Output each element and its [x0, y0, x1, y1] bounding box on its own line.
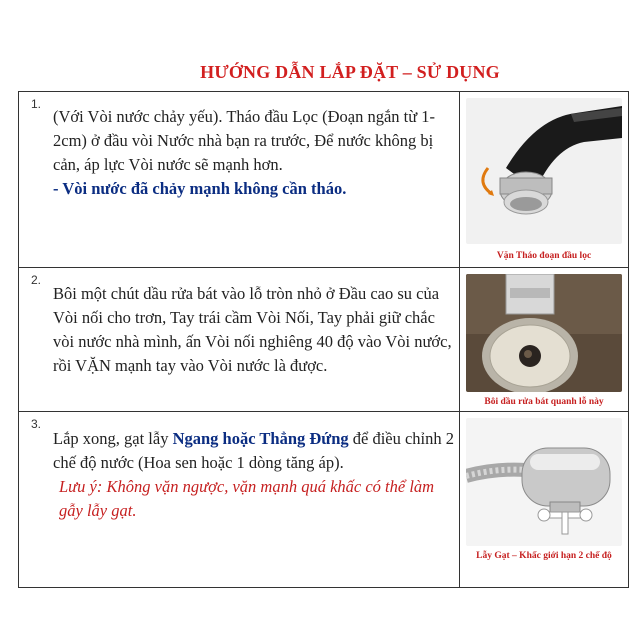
step-3-text-before: Lắp xong, gạt lẫy [53, 429, 173, 448]
lever-photo [466, 418, 622, 546]
step-1-text-cell [19, 92, 460, 268]
step-3 [19, 412, 459, 523]
faucet-filter-illustration [466, 98, 622, 244]
step-3-highlight: Ngang hoặc Thẳng Đứng [172, 429, 349, 448]
lever-illustration [466, 418, 622, 546]
faucet-filter-photo [466, 98, 622, 244]
step-2-image-caption: Bôi dầu rửa bát quanh lỗ này [484, 397, 604, 407]
step-2 [19, 268, 459, 378]
step-1-image-cell [460, 92, 629, 268]
step-row-2 [19, 268, 629, 412]
step-1-text: (Với Vòi nước chảy yếu). Tháo đầu Lọc (Đoạn ngắn từ 1-2cm) ở đầu vòi Nước nhà bạn ra trước, Để nước không bị cản, áp lực Vòi nước sẽ mạnh hơn. [53, 107, 436, 174]
step-2-number: 2. [31, 273, 42, 287]
step-3-image-cell [460, 412, 629, 588]
step-1 [19, 92, 459, 201]
rubber-head-photo [466, 274, 622, 392]
step-1-number: 1. [31, 97, 42, 111]
step-row-3 [19, 412, 629, 588]
step-row-1 [19, 92, 629, 268]
rubber-head-illustration [466, 274, 622, 392]
step-2-text-cell [19, 268, 460, 412]
instruction-table [18, 91, 629, 588]
step-3-note: Lưu ý: Không vặn ngược, vặn mạnh quá khấc có thể làm gẫy lẫy gạt. [59, 477, 435, 520]
step-3-text-after: để điều chỉnh 2 chế độ nước (Hoa sen hoặc 1 dòng tăng áp). [53, 429, 455, 472]
step-3-image-caption: Lẫy Gạt – Khấc giới hạn 2 chế độ [476, 551, 612, 561]
step-1-image-caption: Vặn Tháo đoạn đầu lọc [496, 251, 592, 261]
step-3-text-cell [19, 412, 460, 588]
step-3-number: 3. [31, 417, 42, 431]
step-1-emphasis: - Vòi nước đã chảy mạnh không cần tháo. [53, 179, 347, 198]
step-2-text: Bôi một chút dầu rửa bát vào lỗ tròn nhỏ ở Đầu cao su của Vòi nối cho trơn, Tay trái cầm Vòi Nối, Tay phải giữ chắc vòi nước nhà mình, ấn Vòi nối nghiêng 40 độ vào Vòi nước, rồi VẶN mạnh tay vào Vòi nước là được. [53, 284, 452, 375]
page-title: HƯỚNG DẪN LẮP ĐẶT – SỬ DỤNG [200, 62, 500, 82]
step-2-image-cell [460, 268, 629, 412]
